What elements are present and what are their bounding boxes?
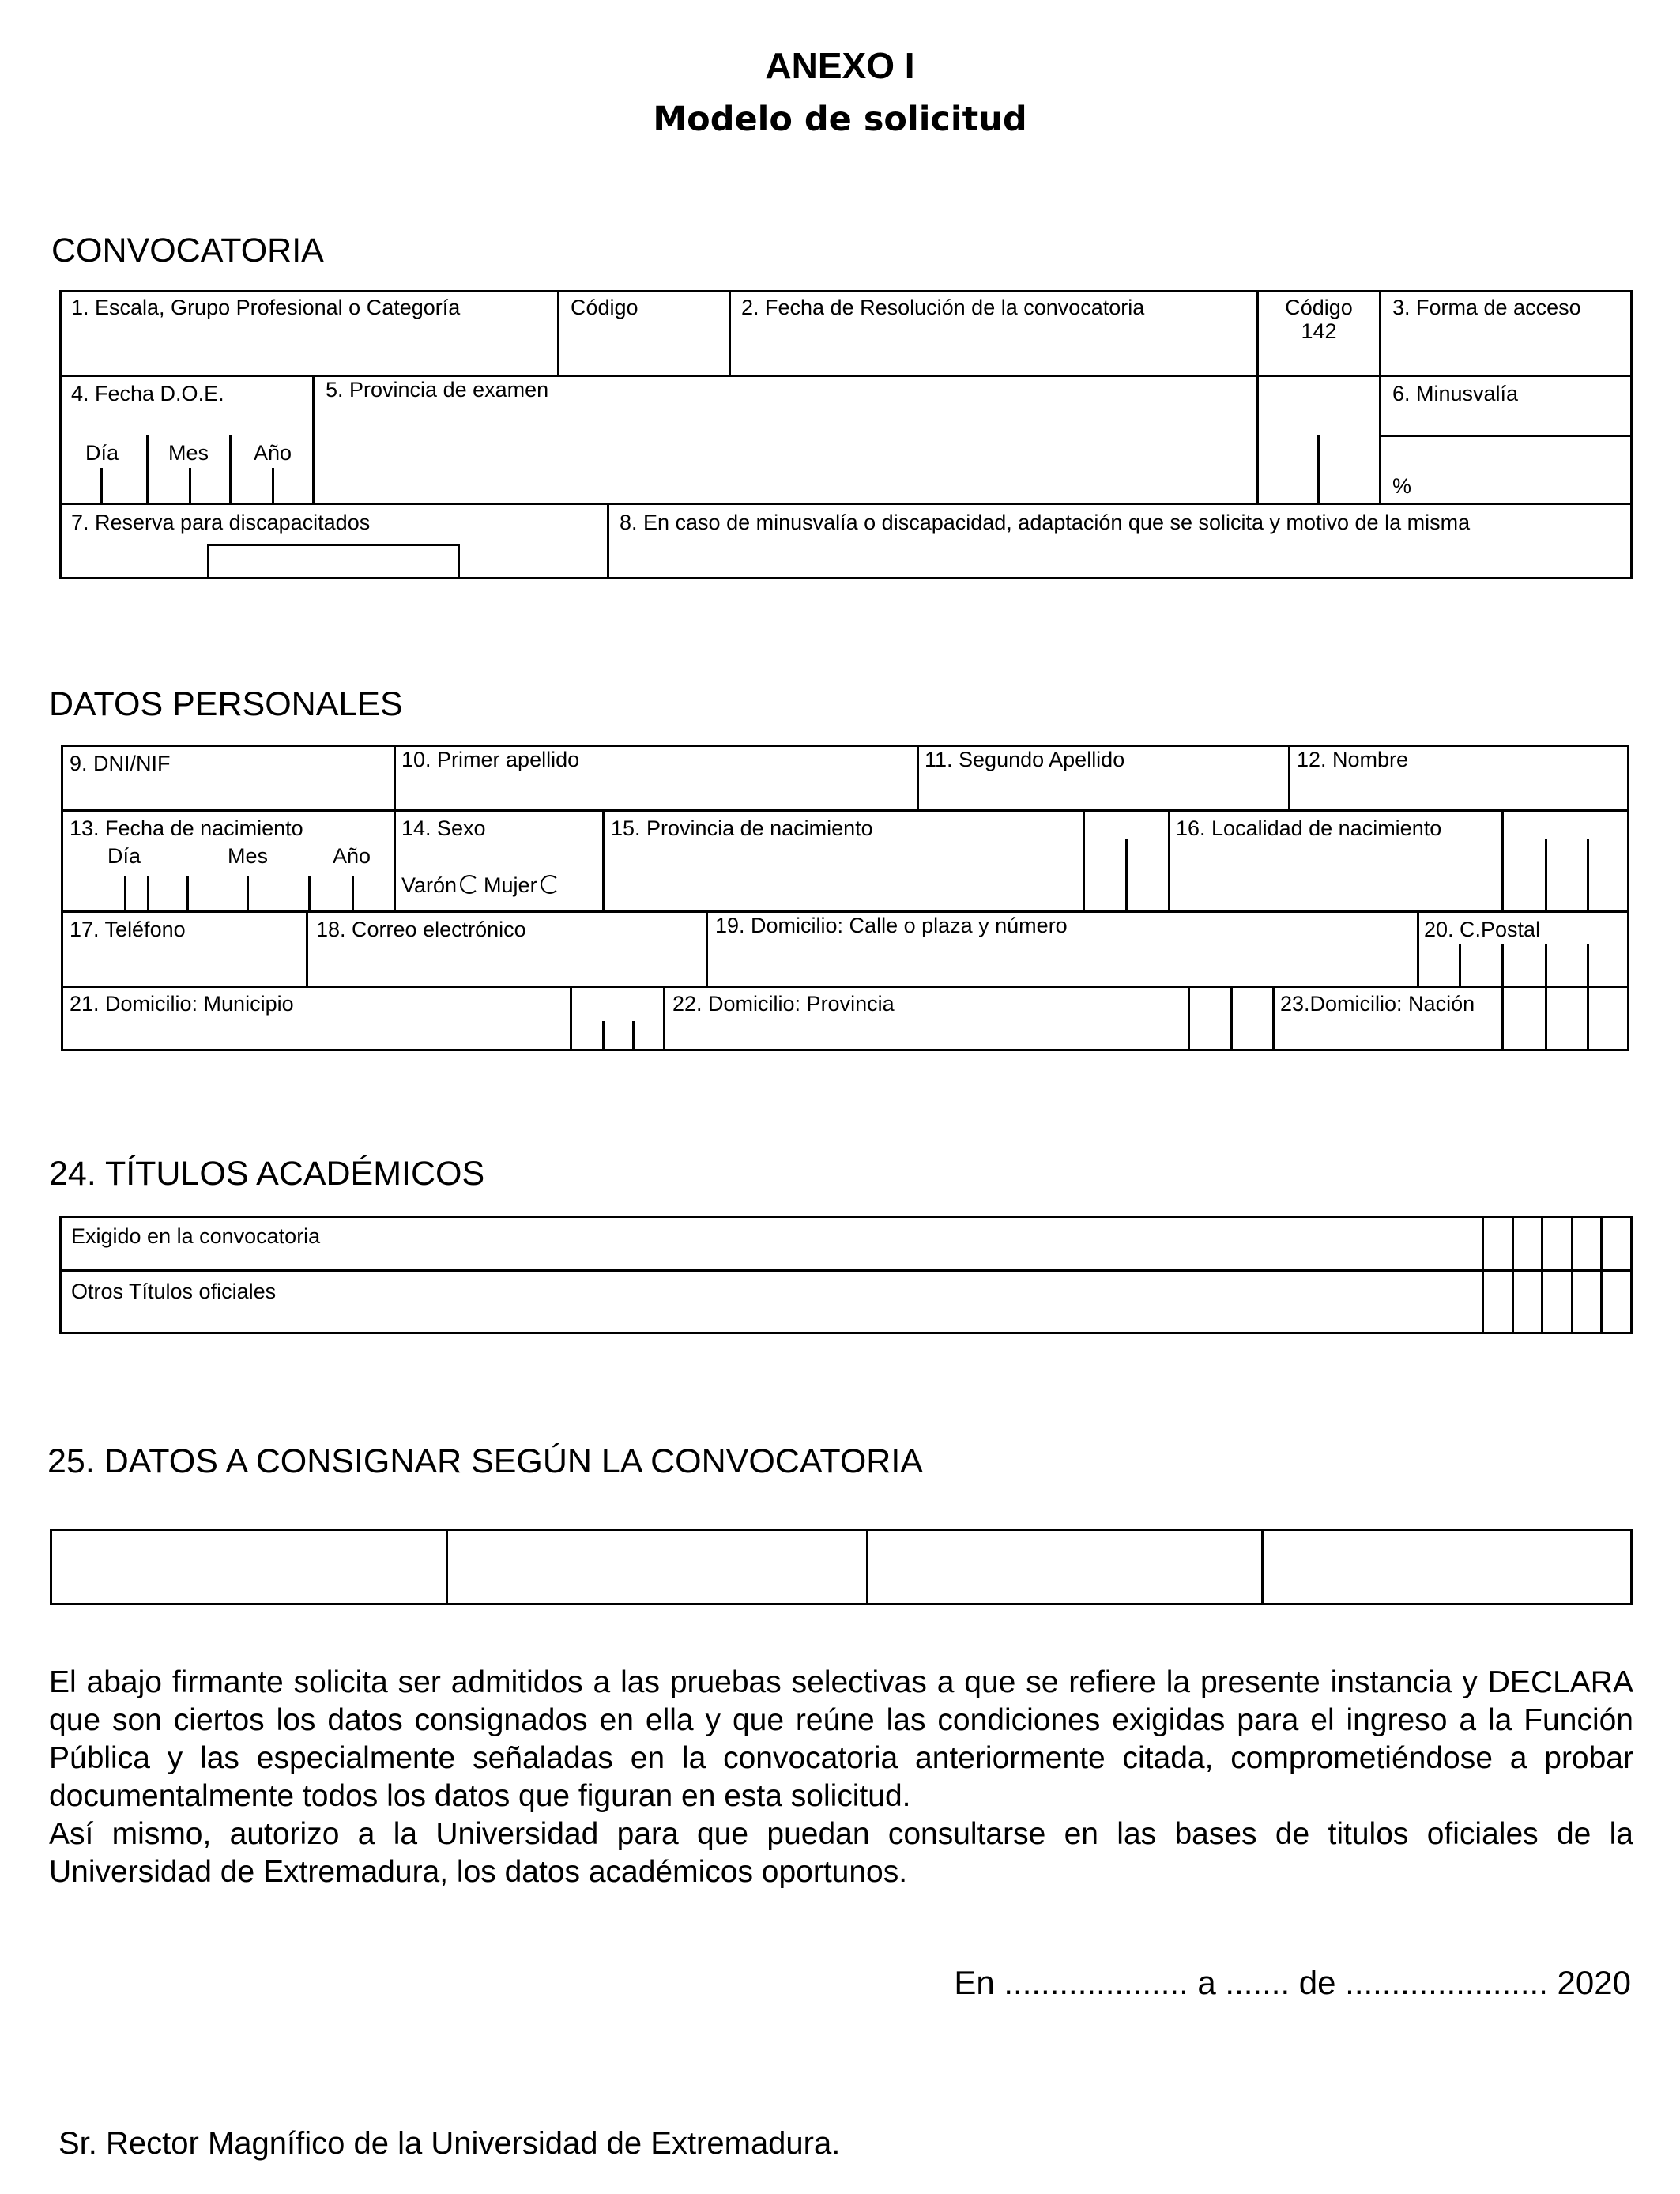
addressee: Sr. Rector Magnífico de la Universidad de Extremadura.	[58, 2126, 841, 2161]
declaration-paragraph-1: El abajo firmante solicita ser admitidos a las pruebas selectivas a que se refiere la presente instancia y DECLARA que son ciertos los datos consignados en ella y que reúne las condiciones exigidas para el ingreso a la Función Pública y las especialmente señaladas en la convocatoria anteriormente citada, comprometiéndose a probar documentalmente todos los datos que figuran en esta solicitud.	[49, 1665, 1633, 1813]
sexo-options	[401, 875, 559, 896]
field-doe-anio: Año	[254, 441, 292, 465]
field-nac-dia: Día	[107, 844, 141, 868]
field-localidad-nacimiento-label: 16. Localidad de nacimiento	[1176, 816, 1442, 840]
field-adaptacion-label: 8. En caso de minusvalía o discapacidad, adaptación que se solicita y motivo de la misma	[620, 511, 1471, 534]
field-fecha-doe-label: 4. Fecha D.O.E.	[71, 382, 224, 405]
titulo-exigido-label: Exigido en la convocatoria	[71, 1224, 321, 1248]
field-reserva-label: 7. Reserva para discapacitados	[71, 511, 371, 534]
section-datos25-heading: 25. DATOS A CONSIGNAR SEGÚN LA CONVOCATORIA	[47, 1442, 923, 1480]
datos25-border	[50, 1529, 1633, 1605]
field-telefono-label: 17. Teléfono	[70, 918, 186, 941]
declaration-text	[49, 1664, 1633, 1891]
field-cpostal-label: 20. C.Postal	[1424, 918, 1541, 941]
field-minusvalia-label: 6. Minusvalía	[1392, 382, 1519, 405]
field-provincia-nacimiento-label: 15. Provincia de nacimiento	[611, 816, 873, 840]
section-convocatoria-heading: CONVOCATORIA	[51, 232, 324, 270]
declaration-paragraph-2: Así mismo, autorizo a la Universidad para que puedan consultarse en las bases de titulos oficiales de la Universidad de Extremadura, los datos académicos oportunos.	[49, 1817, 1633, 1889]
field-codigo-142-value: 142	[1301, 319, 1337, 343]
sexo-mujer-checkbox[interactable]	[541, 875, 559, 894]
sexo-varon-checkbox[interactable]	[460, 875, 479, 894]
field-fecha-resolucion-label: 2. Fecha de Resolución de la convocatoria	[741, 296, 1145, 319]
field-fecha-nacimiento-label: 13. Fecha de nacimiento	[70, 816, 303, 840]
field-nac-anio: Año	[333, 844, 371, 868]
field-dom-provincia-label: 22. Domicilio: Provincia	[672, 992, 895, 1016]
sexo-varon-label: Varón	[401, 873, 458, 897]
titulo-otros-label: Otros Títulos oficiales	[71, 1280, 277, 1303]
field-primer-apellido-label: 10. Primer apellido	[401, 748, 580, 771]
field-doe-mes: Mes	[168, 441, 209, 465]
field-doe-dia: Día	[85, 441, 119, 465]
field-minusvalia-percent: %	[1392, 474, 1412, 498]
field-nac-mes: Mes	[228, 844, 269, 868]
field-forma-acceso-label: 3. Forma de acceso	[1392, 296, 1581, 319]
field-provincia-examen-label: 5. Provincia de examen	[326, 378, 549, 401]
field-dni-label: 9. DNI/NIF	[70, 752, 171, 775]
section-personales-heading: DATOS PERSONALES	[49, 685, 403, 723]
page-title: ANEXO I	[765, 45, 915, 86]
field-escala-label: 1. Escala, Grupo Profesional o Categoría	[71, 296, 461, 319]
date-line: En .................... a ....... de ...................... 2020	[954, 1964, 1631, 2001]
field-segundo-apellido-label: 11. Segundo Apellido	[925, 748, 1125, 771]
sexo-mujer-label: Mujer	[484, 873, 537, 897]
field-sexo-label: 14. Sexo	[401, 816, 486, 840]
field-municipio-label: 21. Domicilio: Municipio	[70, 992, 294, 1016]
section-titulos-heading: 24. TÍTULOS ACADÉMICOS	[49, 1155, 485, 1193]
page-subtitle: Modelo de solicitud	[653, 100, 1027, 139]
field-codigo-142-label: Código	[1285, 296, 1353, 319]
field-nombre-label: 12. Nombre	[1297, 748, 1409, 771]
reserva-checkbox[interactable]	[207, 544, 460, 579]
field-correo-label: 18. Correo electrónico	[316, 918, 526, 941]
field-nacion-label: 23.Domicilio: Nación	[1280, 992, 1475, 1016]
field-domicilio-calle-label: 19. Domicilio: Calle o plaza y número	[715, 914, 1068, 937]
field-codigo-label: Código	[571, 296, 638, 319]
